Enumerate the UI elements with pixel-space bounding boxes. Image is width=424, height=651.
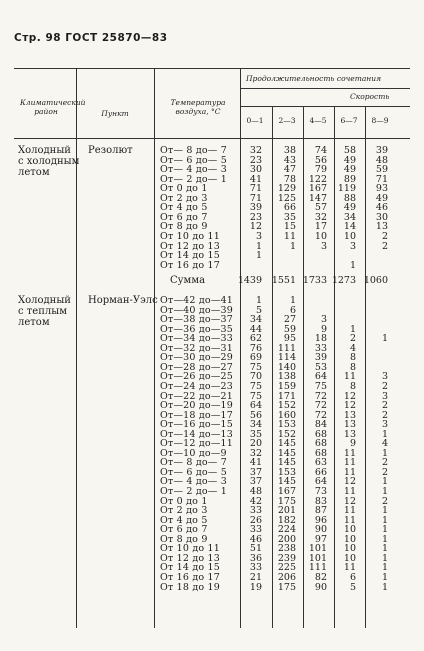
duration-value: 58	[343, 145, 356, 156]
duration-value: 95	[283, 333, 296, 345]
duration-value: 11	[343, 486, 356, 497]
duration-value: 3	[381, 419, 388, 431]
col-divider-1	[76, 68, 77, 628]
climate-region-label: Холодный	[18, 295, 71, 306]
duration-value: 9	[320, 323, 327, 335]
climate-region-label: с теплым	[18, 306, 67, 317]
duration-value: 1	[381, 447, 388, 459]
duration-value: 1	[381, 562, 388, 574]
duration-value: 26	[249, 514, 262, 526]
duration-value: 87	[314, 505, 327, 517]
duration-value: 6	[289, 304, 296, 316]
duration-value: 37	[249, 466, 262, 478]
duration-value: 12	[343, 390, 356, 402]
speed-range-header: 6—7	[340, 116, 358, 125]
duration-value: 5	[255, 304, 262, 316]
header-climate: Климатический район	[20, 98, 86, 116]
duration-value: 66	[283, 202, 296, 214]
temperature-range: От 16 до 17	[160, 571, 221, 583]
temperature-range: От— 2 до— 1	[160, 173, 227, 185]
temperature-range: От—26 до—25	[160, 371, 234, 383]
climate-region-label: Холодный	[18, 145, 71, 156]
duration-value: 2	[381, 240, 388, 252]
duration-value: 1	[289, 295, 296, 306]
top-rule	[14, 68, 410, 69]
sum-value: 1439	[237, 275, 262, 287]
duration-value: 3	[349, 240, 356, 252]
temperature-range: От 0 до 1	[160, 495, 208, 507]
duration-value: 47	[283, 164, 296, 176]
duration-value: 75	[249, 390, 262, 402]
temperature-range: От—28 до—27	[160, 361, 234, 373]
temperature-range: От—10 до—9	[160, 447, 227, 459]
duration-value: 1	[381, 486, 388, 497]
duration-value: 111	[308, 562, 327, 574]
duration-value: 39	[314, 352, 327, 364]
speed-range-header: 2—3	[278, 116, 296, 125]
speed-range-header: 4—5	[309, 116, 327, 125]
duration-value: 1	[255, 250, 262, 262]
duration-value: 12	[343, 400, 356, 412]
temperature-range: От 2 до 3	[160, 192, 208, 204]
duration-value: 33	[249, 505, 262, 517]
duration-value: 64	[314, 371, 327, 383]
duration-value: 35	[249, 428, 262, 440]
speed-range-header: 0—1	[246, 116, 264, 125]
duration-value: 11	[343, 447, 356, 459]
climate-region-label: с холодным	[18, 156, 80, 167]
duration-value: 138	[277, 371, 296, 383]
duration-value: 171	[277, 390, 296, 402]
duration-value: 42	[249, 495, 262, 507]
duration-value: 48	[375, 154, 388, 166]
duration-value: 1	[289, 240, 296, 252]
duration-value: 13	[343, 428, 356, 440]
temperature-range: От 4 до 5	[160, 202, 208, 214]
duration-value: 13	[375, 221, 388, 233]
duration-value: 68	[314, 438, 327, 450]
duration-value: 175	[277, 495, 296, 507]
duration-value: 51	[249, 543, 262, 555]
duration-value: 225	[277, 562, 296, 574]
temperature-range: От 4 до 5	[160, 514, 208, 526]
duration-value: 111	[277, 342, 296, 354]
temperature-range: От—14 до—13	[160, 428, 234, 440]
duration-value: 18	[314, 333, 327, 345]
duration-value: 3	[320, 314, 327, 326]
duration-value: 88	[343, 192, 356, 204]
temperature-range: От 6 до 7	[160, 211, 208, 223]
duration-value: 224	[277, 524, 296, 536]
duration-value: 10	[343, 230, 356, 242]
duration-value: 12	[343, 495, 356, 507]
duration-value: 75	[249, 361, 262, 373]
duration-value: 53	[314, 361, 327, 373]
duration-value: 90	[314, 581, 327, 593]
duration-value: 167	[308, 183, 327, 195]
duration-value: 11	[343, 457, 356, 469]
duration-value: 56	[249, 409, 262, 421]
duration-value: 159	[277, 380, 296, 392]
duration-value: 48	[249, 486, 262, 497]
sum-value: 1273	[331, 275, 356, 287]
duration-value: 1	[381, 543, 388, 555]
duration-value: 36	[249, 552, 262, 564]
speed-range-header: 8—9	[371, 116, 389, 125]
duration-value: 82	[314, 571, 327, 583]
duration-value: 72	[314, 400, 327, 412]
header-point: Пункт	[101, 109, 129, 118]
header-duration: Продолжительность сочетания	[246, 74, 382, 83]
temperature-range: От—12 до—11	[160, 438, 234, 450]
duration-value: 63	[314, 457, 327, 469]
duration-value: 10	[343, 552, 356, 564]
duration-value: 21	[249, 571, 262, 583]
duration-value: 79	[314, 164, 327, 176]
duration-value: 1	[381, 514, 388, 526]
temperature-range: От 18 до 19	[160, 581, 221, 593]
duration-value: 1	[349, 259, 356, 271]
temperature-range: От 6 до 7	[160, 524, 208, 536]
duration-value: 152	[277, 400, 296, 412]
temperature-range: От 8 до 9	[160, 533, 208, 545]
duration-value: 64	[314, 476, 327, 488]
duration-value: 74	[314, 145, 327, 156]
duration-value: 2	[381, 457, 388, 469]
duration-value: 57	[314, 202, 327, 214]
speed-rule	[240, 106, 410, 107]
duration-value: 1	[381, 533, 388, 545]
duration-value: 33	[249, 524, 262, 536]
duration-value: 201	[277, 505, 296, 517]
duration-value: 1	[381, 505, 388, 517]
temperature-range: От 16 до 17	[160, 259, 221, 271]
duration-value: 2	[381, 409, 388, 421]
temperature-range: От—22 до—21	[160, 390, 234, 402]
duration-value: 96	[314, 514, 327, 526]
duration-value: 19	[249, 581, 262, 593]
duration-value: 1	[255, 295, 262, 306]
duration-value: 175	[277, 581, 296, 593]
temperature-range: От 10 до 11	[160, 543, 221, 555]
duration-value: 78	[283, 173, 296, 185]
temperature-range: От—40 до—39	[160, 304, 234, 316]
duration-value: 33	[314, 342, 327, 354]
duration-value: 83	[314, 495, 327, 507]
duration-value: 59	[283, 323, 296, 335]
duration-value: 239	[277, 552, 296, 564]
duration-value: 69	[249, 352, 262, 364]
temperature-range: От—18 до—17	[160, 409, 234, 421]
temperature-range: От—38 до—37	[160, 314, 234, 326]
duration-value: 12	[343, 476, 356, 488]
duration-value: 72	[314, 390, 327, 402]
page-header: Стр. 98 ГОСТ 25870—83	[14, 32, 168, 44]
duration-value: 68	[314, 428, 327, 440]
temperature-range: От— 2 до— 1	[160, 486, 227, 497]
duration-value: 238	[277, 543, 296, 555]
header-rule	[14, 138, 410, 139]
duration-value: 11	[343, 562, 356, 574]
duration-value: 3	[255, 230, 262, 242]
duration-value: 11	[343, 466, 356, 478]
duration-value: 46	[249, 533, 262, 545]
climate-region-label: летом	[18, 167, 50, 178]
point-name: Норман-Уэлс	[88, 295, 158, 306]
duration-value: 1	[381, 552, 388, 564]
duration-value: 34	[343, 211, 356, 223]
duration-value: 10	[314, 230, 327, 242]
temperature-range: От 14 до 15	[160, 562, 221, 574]
duration-value: 200	[277, 533, 296, 545]
duration-value: 2	[381, 495, 388, 507]
duration-value: 11	[343, 514, 356, 526]
duration-value: 6	[349, 571, 356, 583]
duration-value: 20	[249, 438, 262, 450]
duration-value: 1	[381, 581, 388, 593]
duration-value: 90	[314, 524, 327, 536]
temperature-range: От— 6 до— 5	[160, 466, 227, 478]
duration-value: 41	[249, 173, 262, 185]
duration-value: 32	[249, 447, 262, 459]
duration-value: 182	[277, 514, 296, 526]
duration-value: 101	[308, 552, 327, 564]
climate-region-label: летом	[18, 317, 50, 328]
duration-value: 23	[249, 154, 262, 166]
duration-value: 39	[375, 145, 388, 156]
duration-value: 153	[277, 466, 296, 478]
temperature-range: От—20 до—19	[160, 400, 234, 412]
temperature-range: От—34 до—33	[160, 333, 234, 345]
temperature-range: От 10 до 11	[160, 230, 221, 242]
duration-value: 13	[343, 419, 356, 431]
duration-value: 2	[381, 380, 388, 392]
temperature-range: От 8 до 9	[160, 221, 208, 233]
duration-value: 44	[249, 323, 262, 335]
duration-value: 1	[255, 240, 262, 252]
duration-value: 2	[381, 400, 388, 412]
duration-value: 4	[381, 438, 388, 450]
duration-value: 23	[249, 211, 262, 223]
temperature-range: От— 6 до— 5	[160, 154, 227, 166]
header-speed: Скорость	[350, 92, 390, 101]
duration-value: 73	[314, 486, 327, 497]
duration-value: 62	[249, 333, 262, 345]
duration-value: 129	[277, 183, 296, 195]
duration-value: 10	[343, 533, 356, 545]
duration-value: 70	[249, 371, 262, 383]
duration-value: 11	[283, 230, 296, 242]
duration-value: 39	[249, 202, 262, 214]
duration-value: 75	[249, 380, 262, 392]
duration-value: 89	[343, 173, 356, 185]
duration-rule	[240, 88, 410, 89]
duration-value: 49	[343, 154, 356, 166]
duration-value: 1	[349, 323, 356, 335]
duration-value: 152	[277, 428, 296, 440]
duration-value: 37	[249, 476, 262, 488]
temperature-range: От— 8 до— 7	[160, 145, 227, 156]
duration-value: 41	[249, 457, 262, 469]
duration-value: 10	[343, 524, 356, 536]
duration-value: 125	[277, 192, 296, 204]
duration-value: 2	[381, 230, 388, 242]
duration-value: 13	[343, 409, 356, 421]
duration-value: 97	[314, 533, 327, 545]
duration-value: 66	[314, 466, 327, 478]
duration-value: 2	[349, 333, 356, 345]
point-name: Резолют	[88, 145, 133, 156]
duration-value: 122	[308, 173, 327, 185]
duration-value: 119	[337, 183, 356, 195]
duration-value: 1	[381, 571, 388, 583]
duration-value: 8	[349, 352, 356, 364]
temperature-range: От—30 до—29	[160, 352, 234, 364]
duration-value: 35	[283, 211, 296, 223]
duration-value: 8	[349, 361, 356, 373]
temperature-range: От— 4 до— 3	[160, 476, 227, 488]
duration-value: 167	[277, 486, 296, 497]
duration-value: 1	[381, 333, 388, 345]
duration-value: 153	[277, 419, 296, 431]
duration-value: 2	[381, 466, 388, 478]
duration-value: 101	[308, 543, 327, 555]
duration-value: 9	[349, 438, 356, 450]
header-temp: Температура воздуха, °С	[170, 98, 226, 116]
duration-value: 49	[343, 202, 356, 214]
duration-value: 84	[314, 419, 327, 431]
duration-value: 56	[314, 154, 327, 166]
temperature-range: От 12 до 13	[160, 240, 221, 252]
duration-value: 76	[249, 342, 262, 354]
duration-value: 1	[381, 476, 388, 488]
temperature-range: От—32 до—31	[160, 342, 234, 354]
duration-value: 71	[249, 192, 262, 204]
duration-value: 64	[249, 400, 262, 412]
duration-value: 34	[249, 314, 262, 326]
temperature-range: От—16 до—15	[160, 419, 234, 431]
temperature-range: От 0 до 1	[160, 183, 208, 195]
duration-value: 15	[283, 221, 296, 233]
duration-value: 49	[343, 164, 356, 176]
duration-value: 30	[249, 164, 262, 176]
duration-value: 71	[375, 173, 388, 185]
duration-value: 1	[381, 428, 388, 440]
duration-value: 145	[277, 476, 296, 488]
temperature-range: От 2 до 3	[160, 505, 208, 517]
duration-value: 33	[249, 562, 262, 574]
duration-value: 14	[343, 221, 356, 233]
duration-value: 145	[277, 457, 296, 469]
sum-label: Сумма	[170, 275, 206, 287]
sum-value: 1551	[271, 275, 296, 287]
duration-value: 32	[314, 211, 327, 223]
temperature-range: От 12 до 13	[160, 552, 221, 564]
sum-value: 1733	[302, 275, 327, 287]
duration-value: 59	[375, 164, 388, 176]
duration-value: 17	[314, 221, 327, 233]
duration-value: 140	[277, 361, 296, 373]
duration-value: 11	[343, 371, 356, 383]
duration-value: 46	[375, 202, 388, 214]
col-divider-2	[154, 68, 155, 628]
temperature-range: От—24 до—23	[160, 380, 234, 392]
duration-value: 1	[381, 524, 388, 536]
duration-value: 43	[283, 154, 296, 166]
duration-value: 114	[277, 352, 296, 364]
duration-value: 3	[381, 371, 388, 383]
duration-value: 3	[320, 240, 327, 252]
temperature-range: От—42 до—41	[160, 295, 234, 306]
duration-value: 34	[249, 419, 262, 431]
duration-value: 10	[343, 543, 356, 555]
duration-value: 93	[375, 183, 388, 195]
duration-value: 145	[277, 447, 296, 459]
duration-value: 160	[277, 409, 296, 421]
duration-value: 147	[308, 192, 327, 204]
duration-value: 8	[349, 380, 356, 392]
duration-value: 75	[314, 380, 327, 392]
duration-value: 145	[277, 438, 296, 450]
duration-value: 49	[375, 192, 388, 204]
duration-value: 5	[349, 581, 356, 593]
duration-value: 30	[375, 211, 388, 223]
duration-value: 27	[283, 314, 296, 326]
temperature-range: От— 4 до— 3	[160, 164, 227, 176]
duration-value: 206	[277, 571, 296, 583]
temperature-range: От— 8 до— 7	[160, 457, 227, 469]
duration-value: 68	[314, 447, 327, 459]
temperature-range: От—36 до—35	[160, 323, 234, 335]
temperature-range: От 14 до 15	[160, 250, 221, 262]
duration-value: 38	[283, 145, 296, 156]
duration-value: 11	[343, 505, 356, 517]
sum-value: 1060	[363, 275, 388, 287]
duration-value: 3	[381, 390, 388, 402]
duration-value: 12	[249, 221, 262, 233]
duration-value: 72	[314, 409, 327, 421]
duration-value: 71	[249, 183, 262, 195]
duration-value: 4	[349, 342, 356, 354]
duration-value: 32	[249, 145, 262, 156]
